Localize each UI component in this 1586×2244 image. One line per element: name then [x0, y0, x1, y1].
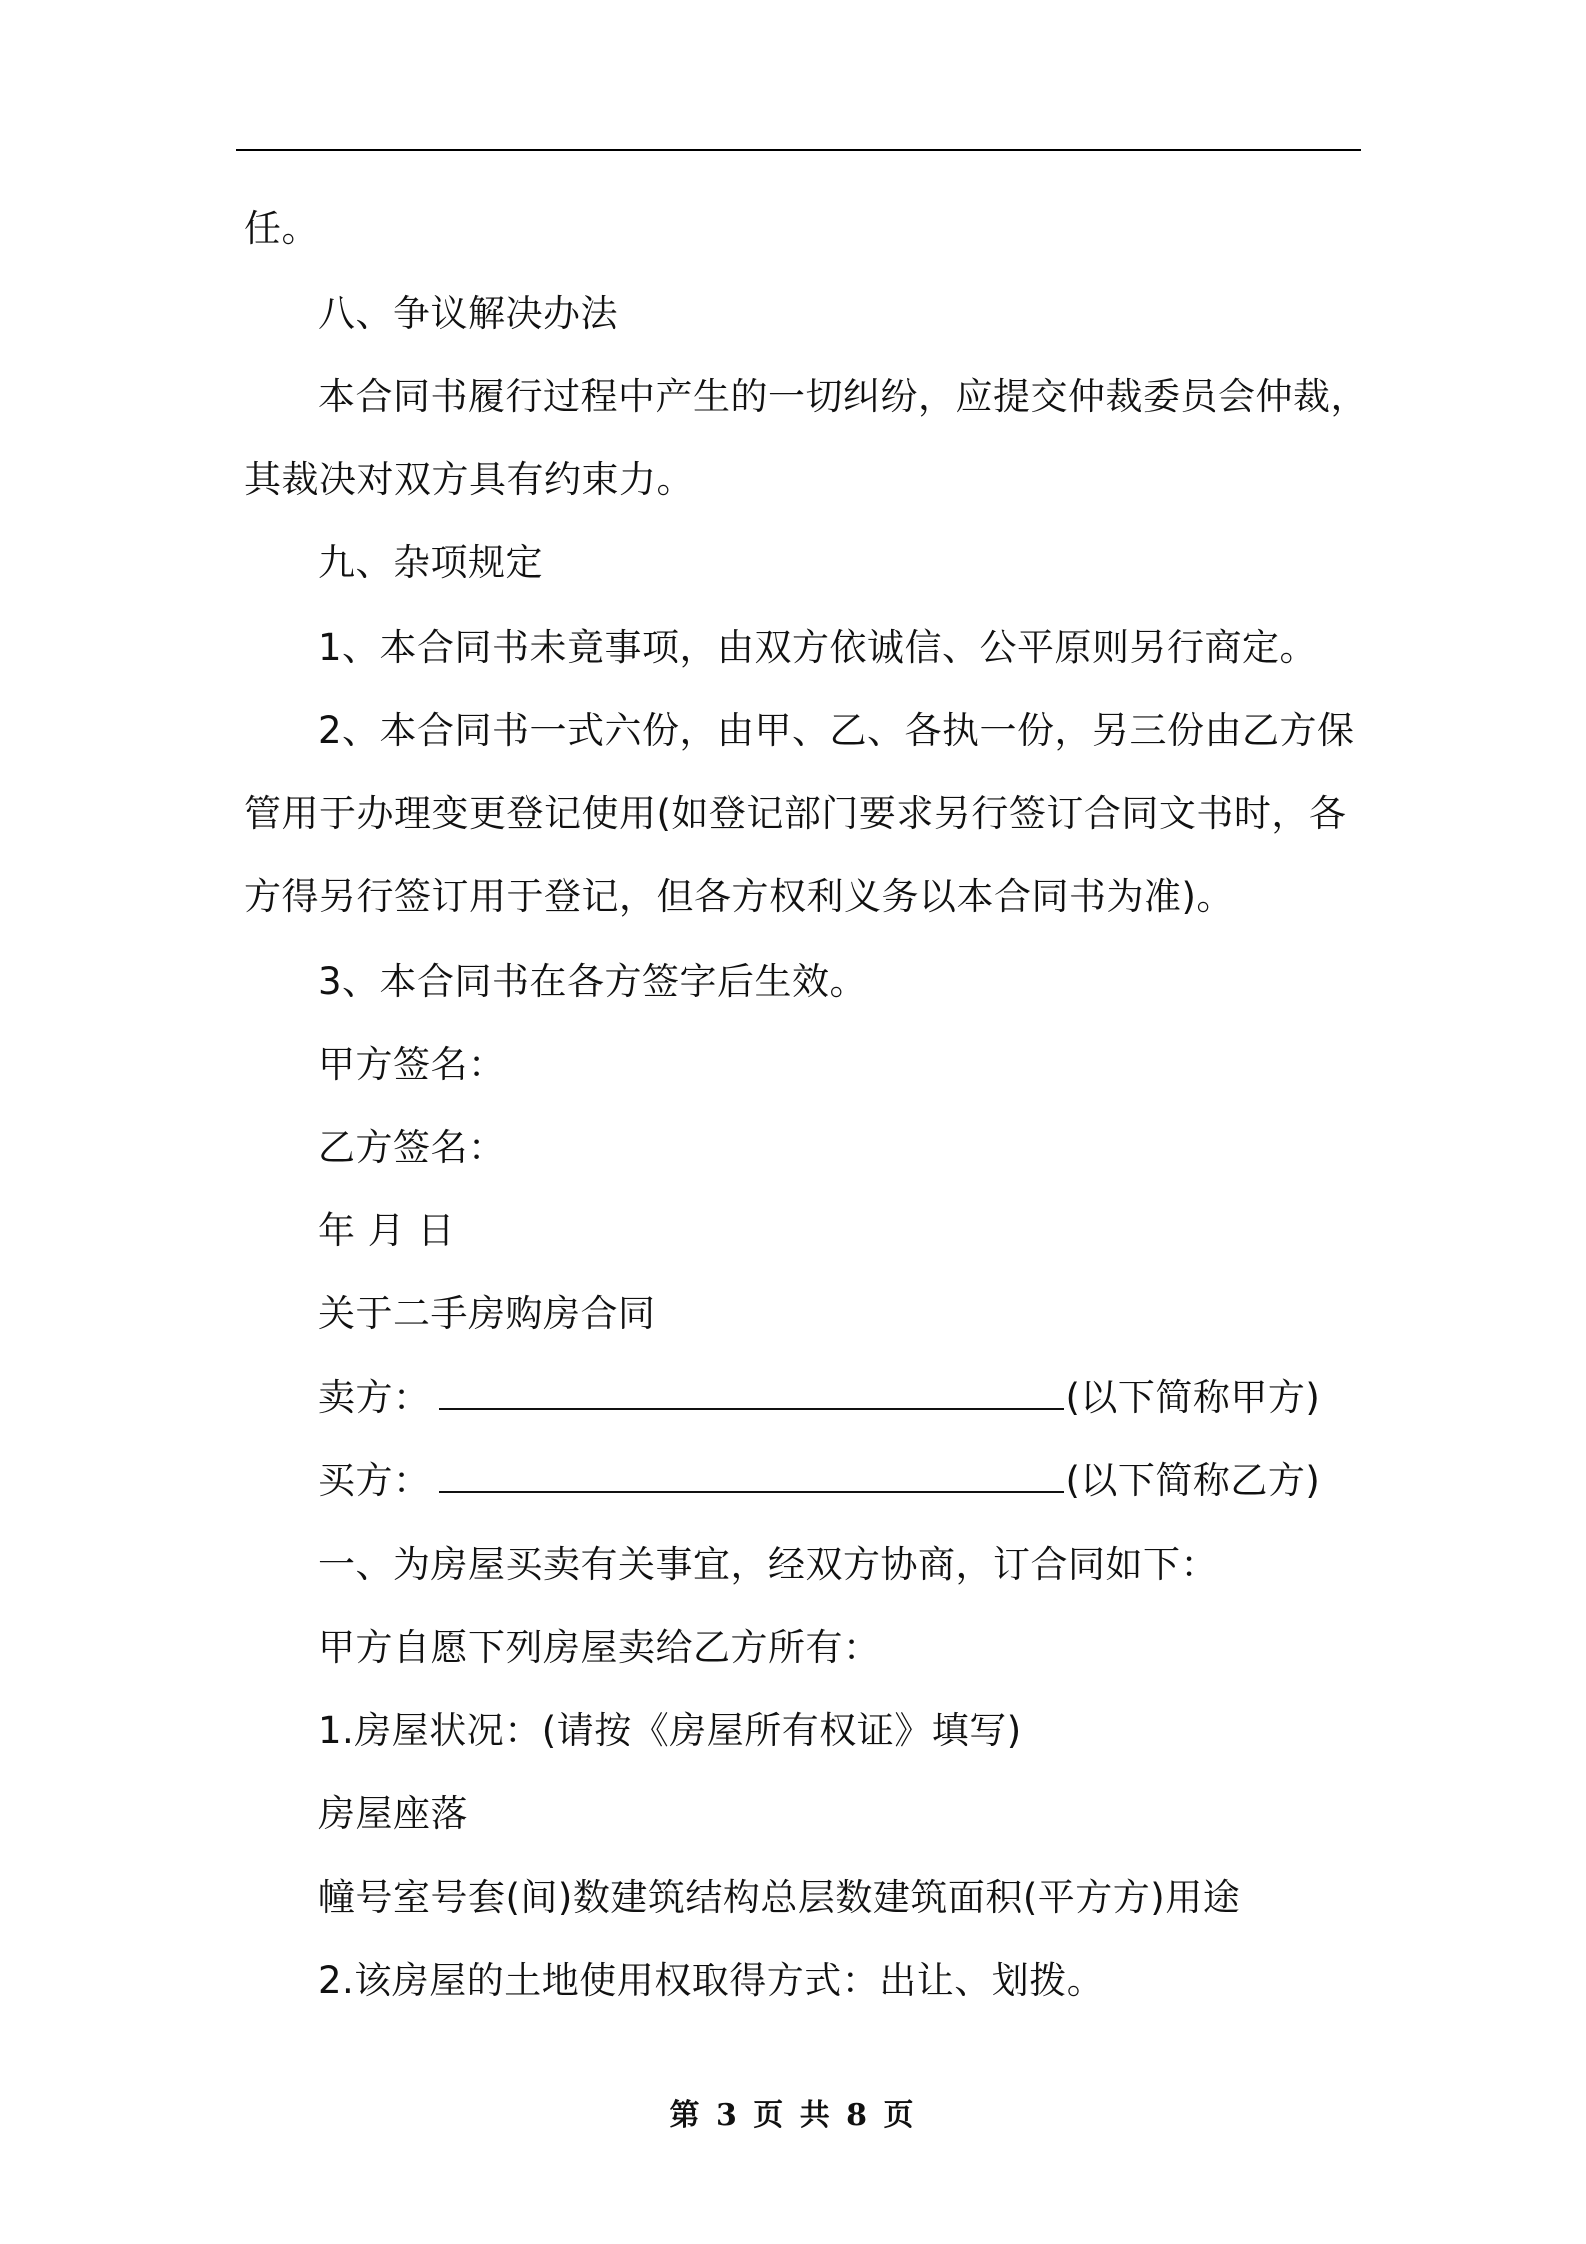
article-1-heading: 一、为房屋买卖有关事宜，经双方协商，订合同如下： — [318, 1543, 1218, 1586]
contract-title: 关于二手房购房合同 — [318, 1292, 656, 1335]
buyer-label: 买方： — [318, 1459, 431, 1502]
seller-blank — [439, 1374, 1064, 1410]
seller-suffix: (以下简称甲方) — [1065, 1376, 1321, 1419]
clause-1: 1、本合同书未竟事项，由双方依诚信、公平原则另行商定。 — [318, 626, 1318, 669]
buyer-suffix: (以下简称乙方) — [1065, 1459, 1321, 1502]
paragraph-continuation: 任。 — [244, 207, 319, 250]
clause-3: 3、本合同书在各方签字后生效。 — [318, 960, 868, 1003]
date-line: 年 月 日 — [318, 1209, 456, 1252]
buyer-line — [318, 1457, 1320, 1505]
paragraph-dispute-line2: 其裁决对双方具有约束力。 — [244, 458, 694, 501]
seller-label: 卖方： — [318, 1376, 431, 1419]
clause-2-line2: 管用于办理变更登记使用(如登记部门要求另行签订合同文书时，各 — [244, 792, 1347, 835]
buyer-blank — [439, 1457, 1064, 1493]
party-a-signature-label: 甲方签名： — [318, 1043, 506, 1086]
property-status: 1.房屋状况：(请按《房屋所有权证》填写) — [318, 1709, 1022, 1752]
seller-line — [318, 1374, 1320, 1422]
party-b-signature-label: 乙方签名： — [318, 1126, 506, 1169]
property-fields: 幢号室号套(间)数建筑结构总层数建筑面积(平方方)用途 — [318, 1876, 1241, 1919]
property-location: 房屋座落 — [318, 1792, 468, 1835]
header-rule — [236, 149, 1361, 151]
page-number-footer: 第 3 页 共 8 页 — [669, 2098, 917, 2133]
clause-2-line1: 2、本合同书一式六份，由甲、乙、各执一份，另三份由乙方保 — [318, 709, 1355, 752]
section-heading-misc: 九、杂项规定 — [318, 541, 543, 584]
transfer-statement: 甲方自愿下列房屋卖给乙方所有： — [318, 1626, 881, 1669]
section-heading-dispute: 八、争议解决办法 — [318, 292, 618, 335]
land-use-right: 2.该房屋的土地使用权取得方式：出让、划拨。 — [318, 1959, 1105, 2002]
clause-2-line3: 方得另行签订用于登记，但各方权利义务以本合同书为准)。 — [244, 875, 1234, 918]
paragraph-dispute-line1: 本合同书履行过程中产生的一切纠纷，应提交仲裁委员会仲裁， — [318, 375, 1368, 418]
